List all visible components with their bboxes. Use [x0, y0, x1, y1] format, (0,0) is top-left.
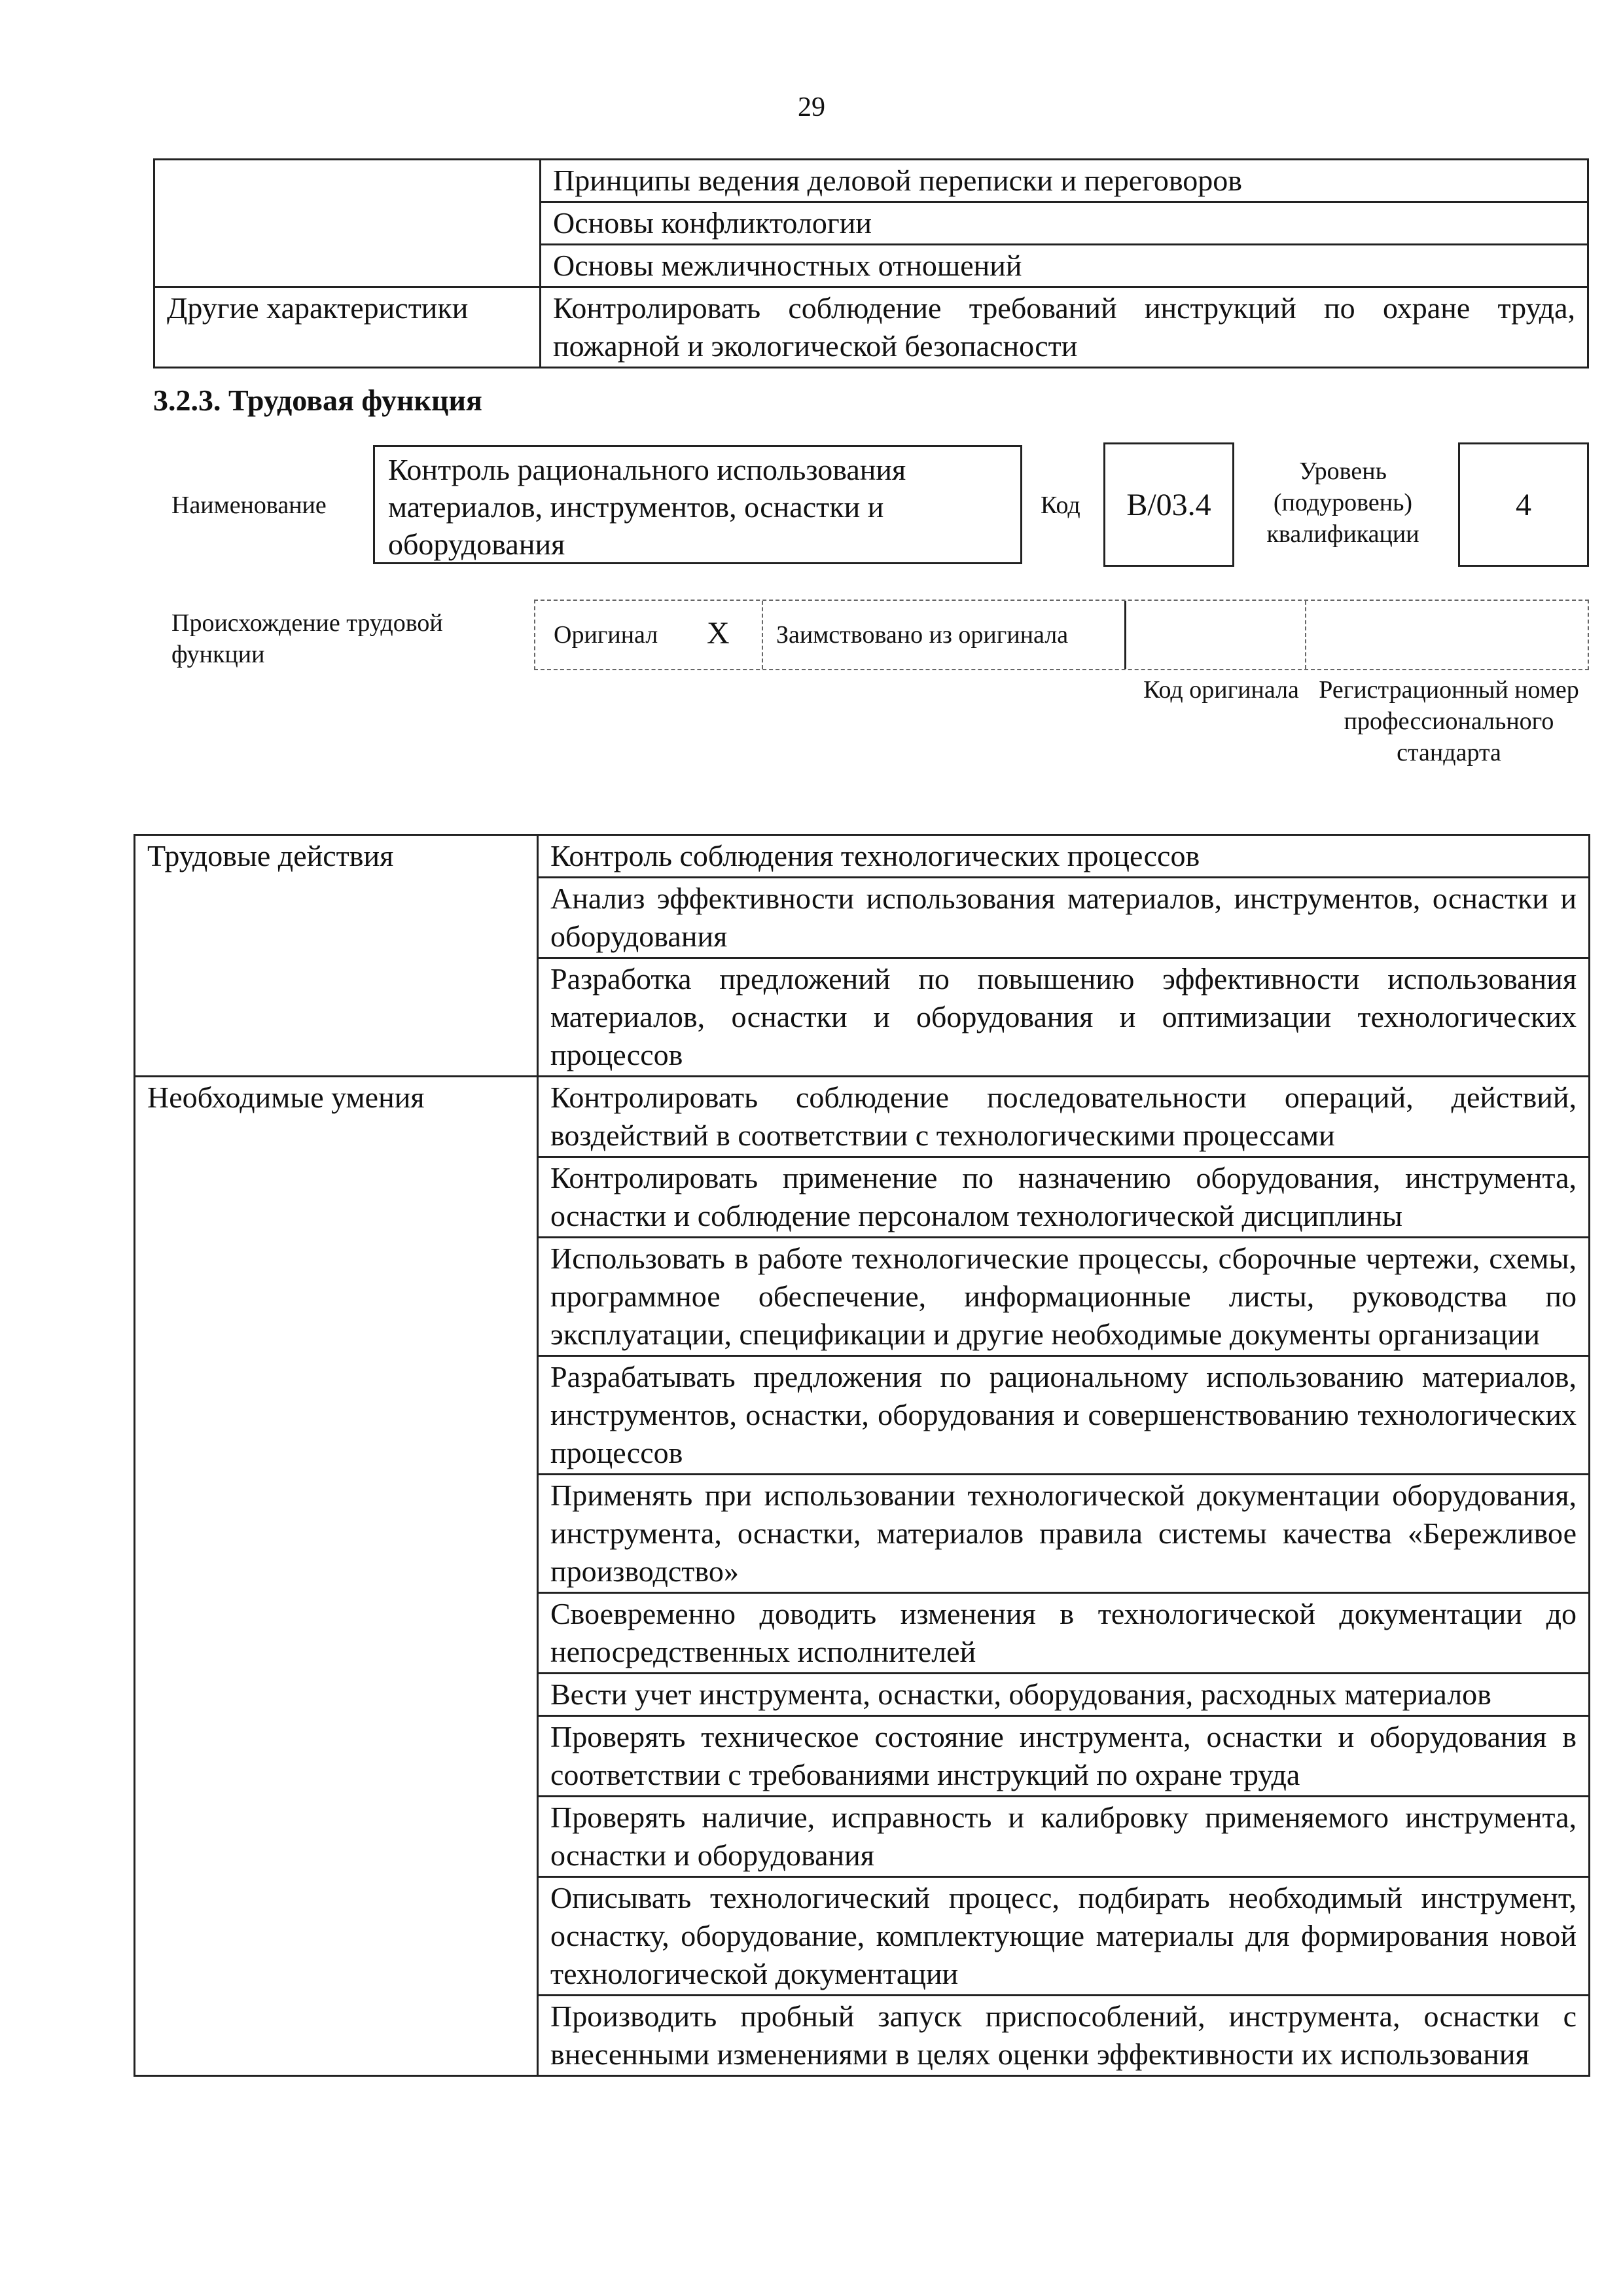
- top-table-empty-cell: [154, 160, 541, 287]
- skill-item: Проверять техническое состояние инструмента, оснастки и оборудования в соответствии с требованиями инструкций по охране труда: [538, 1716, 1590, 1797]
- origin-label: Происхождение трудовой функции: [171, 609, 443, 668]
- skill-item: Вести учет инструмента, оснастки, оборудования, расходных материалов: [538, 1674, 1590, 1716]
- labor-action-item: Анализ эффективности использования материалов, инструментов, оснастки и оборудования: [538, 878, 1590, 958]
- borrowed-label: Заимствовано из оригинала: [776, 621, 1069, 649]
- skill-item: Применять при использовании технологической документации оборудования, инструмента, оснастки, материалов правила системы качества «Бережливое производство»: [538, 1475, 1590, 1593]
- main-table: [134, 834, 1590, 2077]
- skill-item: Описывать технологический процесс, подбирать необходимый инструмент, оснастку, оборудование, комплектующие материалы для формирования новой технологической документации: [538, 1877, 1590, 1996]
- section-title: 3.2.3. Трудовая функция: [153, 384, 482, 417]
- other-characteristics-label: Другие характеристики: [154, 287, 541, 368]
- original-label: Оригинал: [554, 621, 658, 649]
- code-label: Код: [1041, 492, 1080, 519]
- skill-item: Производить пробный запуск приспособлений, инструмента, оснастки с внесенными изменениями в целях оценки эффективности их использования: [538, 1996, 1590, 2076]
- top-table-item: Основы конфликтологии: [541, 202, 1588, 245]
- labor-actions-label: Трудовые действия: [135, 835, 538, 1077]
- level-box: 4: [1458, 442, 1589, 567]
- page-number: 29: [798, 92, 825, 122]
- labor-action-item: Контроль соблюдения технологических процессов: [538, 835, 1590, 878]
- skill-item: Своевременно доводить изменения в технологической документации до непосредственных исполнителей: [538, 1593, 1590, 1674]
- labor-action-item: Разработка предложений по повышению эффективности использования материалов, оснастки и оборудования и оптимизации технологических процессов: [538, 958, 1590, 1077]
- original-mark: X: [707, 616, 730, 651]
- other-characteristics-text: Контролировать соблюдение требований инструкций по охране труда, пожарной и экологической безопасности: [541, 287, 1588, 368]
- top-table-item: Принципы ведения деловой переписки и переговоров: [541, 160, 1588, 202]
- function-name-box: Контроль рационального использования материалов, инструментов, оснастки и оборудования: [373, 445, 1022, 564]
- origin-row: [534, 600, 1589, 670]
- required-skills-label: Необходимые умения: [135, 1077, 538, 2076]
- reg-number-caption: Регистрационный номер профессионального стандарта: [1319, 676, 1579, 766]
- code-original-caption: Код оригинала: [1143, 676, 1299, 704]
- skill-item: Использовать в работе технологические процессы, сборочные чертежи, схемы, программное обеспечение, информационные листы, руководства по эксплуатации, спецификации и другие необходимые документы организации: [538, 1238, 1590, 1356]
- level-label: Уровень (подуровень) квалификации: [1266, 457, 1419, 548]
- skill-item: Проверять наличие, исправность и калибровку применяемого инструмента, оснастки и оборудования: [538, 1797, 1590, 1877]
- code-box: B/03.4: [1103, 442, 1234, 567]
- top-table: [153, 158, 1589, 368]
- skill-item: Разрабатывать предложения по рациональному использованию материалов, инструментов, оснастки, оборудования и совершенствованию технологических процессов: [538, 1356, 1590, 1475]
- skill-item: Контролировать соблюдение последовательности операций, действий, воздействий в соответствии с технологическими процессами: [538, 1077, 1590, 1157]
- top-table-item: Основы межличностных отношений: [541, 245, 1588, 287]
- name-label: Наименование: [171, 492, 327, 519]
- skill-item: Контролировать применение по назначению оборудования, инструмента, оснастки и соблюдение персоналом технологической дисциплины: [538, 1157, 1590, 1238]
